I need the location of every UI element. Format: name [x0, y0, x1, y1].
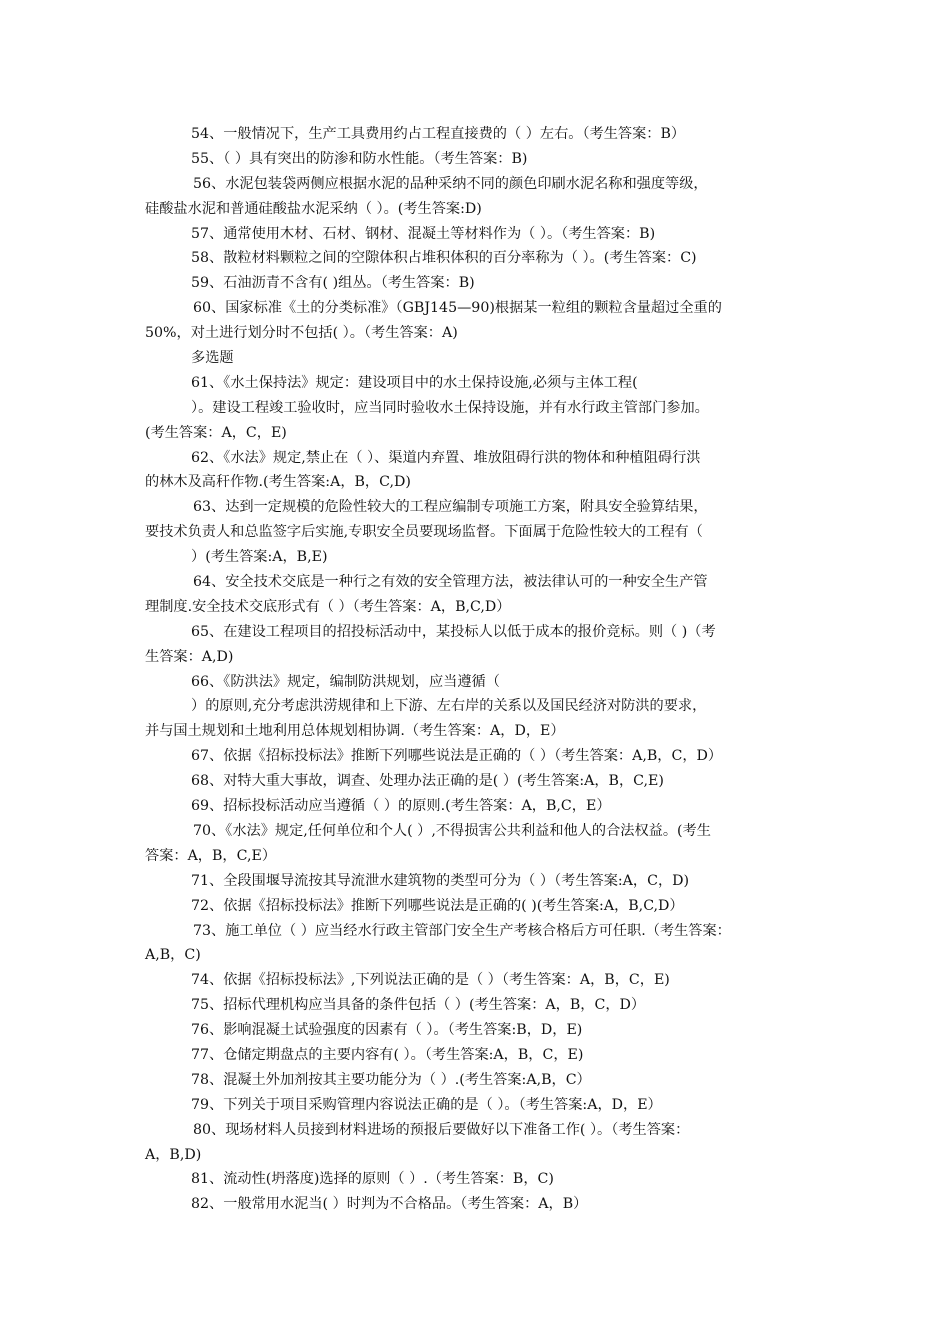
text-line: 71、全段围堰导流按其导流泄水建筑物的类型可分为（ ）（考生答案:A，C，D): [191, 872, 690, 889]
text-line: 77、仓储定期盘点的主要内容有( ）。（考生答案:A，B，C，E): [191, 1046, 584, 1063]
text-line: 63、达到一定规模的危险性较大的工程应编制专项施工方案，附具安全验算结果，: [193, 499, 708, 516]
text-line: 80、现场材料人员接到材料进场的预报后要做好以下准备工作( ）。（考生答案：: [193, 1121, 690, 1138]
text-line: 硅酸盐水泥和普通硅酸盐水泥采纳（ ）。(考生答案:D): [145, 200, 482, 217]
text-line: 66、《防洪法》规定，编制防洪规划，应当遵循（: [191, 673, 500, 690]
text-line: A,B，C): [145, 947, 201, 964]
text-line: 理制度.安全技术交底形式有（ ）（考生答案：A，B,C,D）: [145, 598, 511, 615]
text-line: 59、石油沥青不含有( )组丛。（考生答案：B): [191, 275, 475, 292]
text-line: ）的原则,充分考虑洪涝规律和上下游、左右岸的关系以及国民经济对防洪的要求，: [191, 698, 707, 715]
text-line: 的林木及高秆作物.(考生答案:A，B，C,D): [145, 474, 411, 491]
text-line: 79、下列关于项目采购管理内容说法正确的是（ ）。（考生答案:A，D，E）: [191, 1096, 662, 1113]
question-list: [145, 122, 810, 1217]
text-line: 73、施工单位（ ）应当经水行政主管部门安全生产考核合格后方可任职.（考生答案：: [193, 922, 731, 939]
text-line: 57、通常使用木材、石材、钢材、混凝土等材料作为（ ）。（考生答案：B): [191, 225, 656, 242]
text-line: 64、安全技术交底是一种行之有效的安全管理方法，被法律认可的一种安全生产管: [193, 574, 708, 591]
text-line: 并与国土规划和土地利用总体规划相协调.（考生答案：A，D，E）: [145, 723, 565, 740]
text-line: 答案：A，B，C,E）: [145, 847, 277, 864]
text-line: 62、《水法》规定,禁止在（ ）、渠道内弃置、堆放阻碍行洪的物体和种植阻碍行洪: [191, 449, 701, 466]
text-line: 多选题: [191, 350, 234, 367]
text-line: 72、依据《招标投标法》推断下列哪些说法是正确的( )(考生答案:A，B,C,D）: [191, 897, 684, 914]
text-line: 55、（ ）具有突出的防渗和防水性能。（考生答案：B): [191, 150, 528, 167]
text-line: 50%，对土进行划分时不包括( ）。（考生答案：A): [145, 325, 458, 342]
text-line: 69、招标投标活动应当遵循（ ）的原则.(考生答案：A，B,C，E）: [191, 798, 611, 815]
text-line: 68、对特大重大事故，调查、处理办法正确的是( ）(考生答案:A，B，C,E): [191, 773, 664, 790]
text-line: 70、《水法》规定,任何单位和个人( ）,不得损害公共利益和他人的合法权益。(考生: [193, 822, 711, 839]
text-line: 76、影响混凝土试验强度的因素有（ ）。（考生答案:B，D，E): [191, 1022, 583, 1039]
text-line: 67、依据《招标投标法》推断下列哪些说法是正确的（ ）（考生答案：A,B，C，D）: [191, 748, 723, 765]
text-line: A，B,D): [145, 1146, 202, 1163]
text-line: 74、依据《招标投标法》,下列说法正确的是（ ）（考生答案：A，B，C，E): [191, 972, 670, 989]
text-line: 生答案：A,D): [145, 648, 234, 665]
text-line: (考生答案：A，C，E): [145, 424, 287, 441]
text-line: 58、散粒材料颗粒之间的空隙体积占堆积体积的百分率称为（ ）。(考生答案：C): [191, 250, 697, 267]
text-line: 要技术负责人和总监签字后实施,专职安全员要现场监督。下面属于危险性较大的工程有（: [145, 524, 703, 541]
text-line: 60、国家标准《土的分类标准》（GBJ145—90)根据某一粒组的颗粒含量超过全重的: [193, 300, 722, 317]
text-line: 54、一般情况下，生产工具费用约占工程直接费的（ ）左右。（考生答案：B）: [191, 126, 686, 142]
text-line: ）(考生答案:A，B,E): [191, 549, 328, 566]
text-line: 61、《水土保持法》规定：建设项目中的水土保持设施,必须与主体工程(: [191, 374, 638, 391]
text-line: 78、混凝土外加剂按其主要功能分为（ ）.(考生答案:A,B，C）: [191, 1071, 591, 1088]
text-line: 82、一般常用水泥当( ）时判为不合格品。（考生答案：A，B）: [191, 1196, 588, 1213]
text-line: ）。建设工程竣工验收时，应当同时验收水土保持设施，并有水行政主管部门参加。: [191, 399, 709, 416]
text-line: 65、在建设工程项目的招投标活动中，某投标人以低于成本的报价竞标。则（ )（考: [191, 623, 716, 640]
text-line: 75、招标代理机构应当具备的条件包括（ ）(考生答案：A，B，C，D）: [191, 997, 646, 1014]
text-line: 56、水泥包装袋两侧应根据水泥的品种采纳不同的颜色印刷水泥名称和强度等级，: [193, 175, 708, 192]
text-line: 81、流动性(坍落度)选择的原则（ ）.（考生答案：B，C): [191, 1171, 554, 1188]
